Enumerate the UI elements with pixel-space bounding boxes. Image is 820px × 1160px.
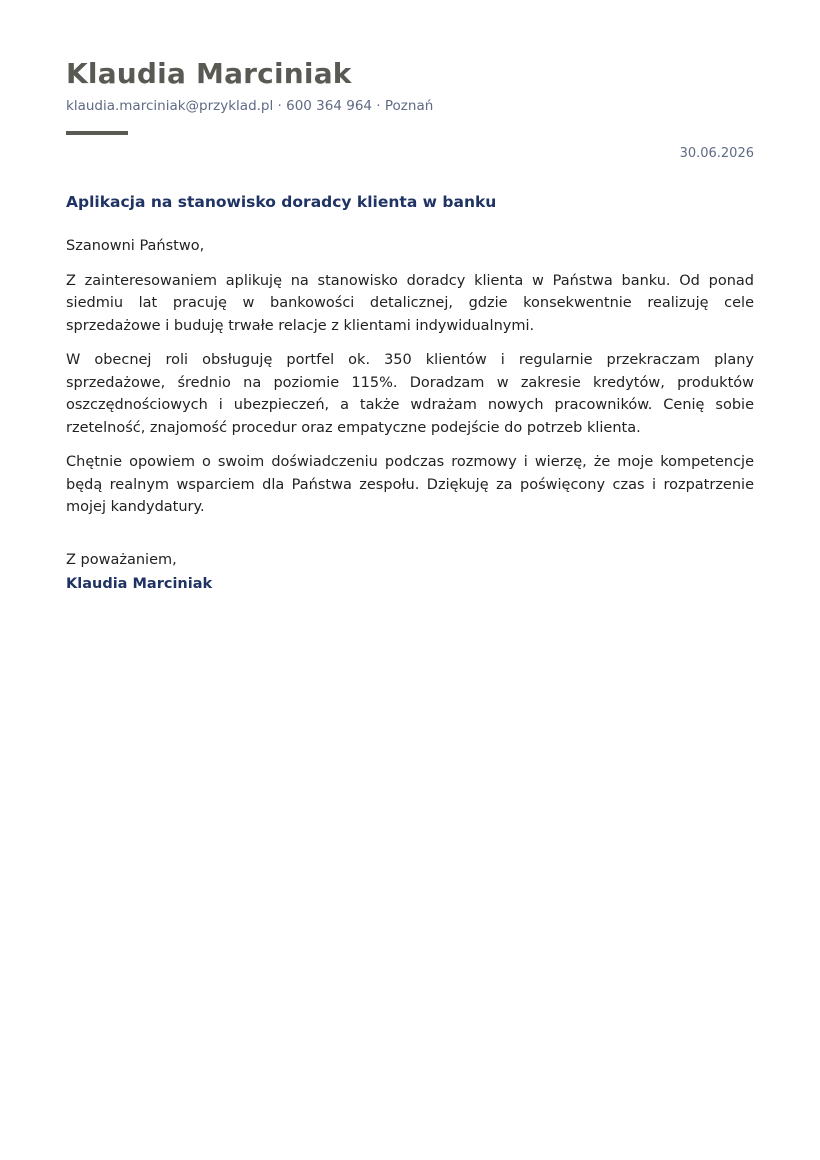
letter-subject: Aplikacja na stanowisko doradcy klienta w banku xyxy=(66,193,497,211)
salutation: Szanowni Państwo, xyxy=(66,238,205,254)
signature-name: Klaudia Marciniak xyxy=(66,576,213,592)
sender-email: klaudia.marciniak@przyklad.pl xyxy=(66,98,274,114)
letter-body xyxy=(66,235,754,596)
letter-date: 30.06.2026 xyxy=(679,146,754,161)
header-divider xyxy=(66,131,128,135)
sender-name: Klaudia Marciniak xyxy=(66,57,352,90)
contact-separator: · xyxy=(273,98,287,114)
contact-separator: · xyxy=(372,98,385,114)
letter-paragraph: Z zainteresowaniem aplikuję na stanowisko doradcy klienta w Państwa banku. Od ponad siedmiu lat pracuję w bankowości detalicznej, gdzie konsekwentnie realizuję cele sprzedażowe i buduję trwałe relacje z klientami indywidualnymi. xyxy=(66,272,754,334)
letter-paragraph: Chętnie opowiem o swoim doświadczeniu podczas rozmowy i wierzę, że moje kompetencje będą realnym wsparciem dla Państwa zespołu. Dziękuję za poświęcony czas i rozpatrzenie mojej kandydatury. xyxy=(66,454,754,515)
letter-paragraph: W obecnej roli obsługuję portfel ok. 350 klientów i regularnie przekraczam plany sprzedażowe, średnio na poziomie 115%. Doradzam w zakresie kredytów, produktów oszczędnościowych i ubezpieczeń, a także wdrażam nowych pracowników. Cenię sobie rzetelność, znajomość procedur oraz empatyczne podejście do potrzeb klienta. xyxy=(66,352,754,436)
sender-city: Poznań xyxy=(384,98,434,114)
sender-phone: 600 364 964 xyxy=(286,98,373,114)
closing: Z poważaniem, xyxy=(66,551,177,568)
contact-line xyxy=(66,98,433,114)
